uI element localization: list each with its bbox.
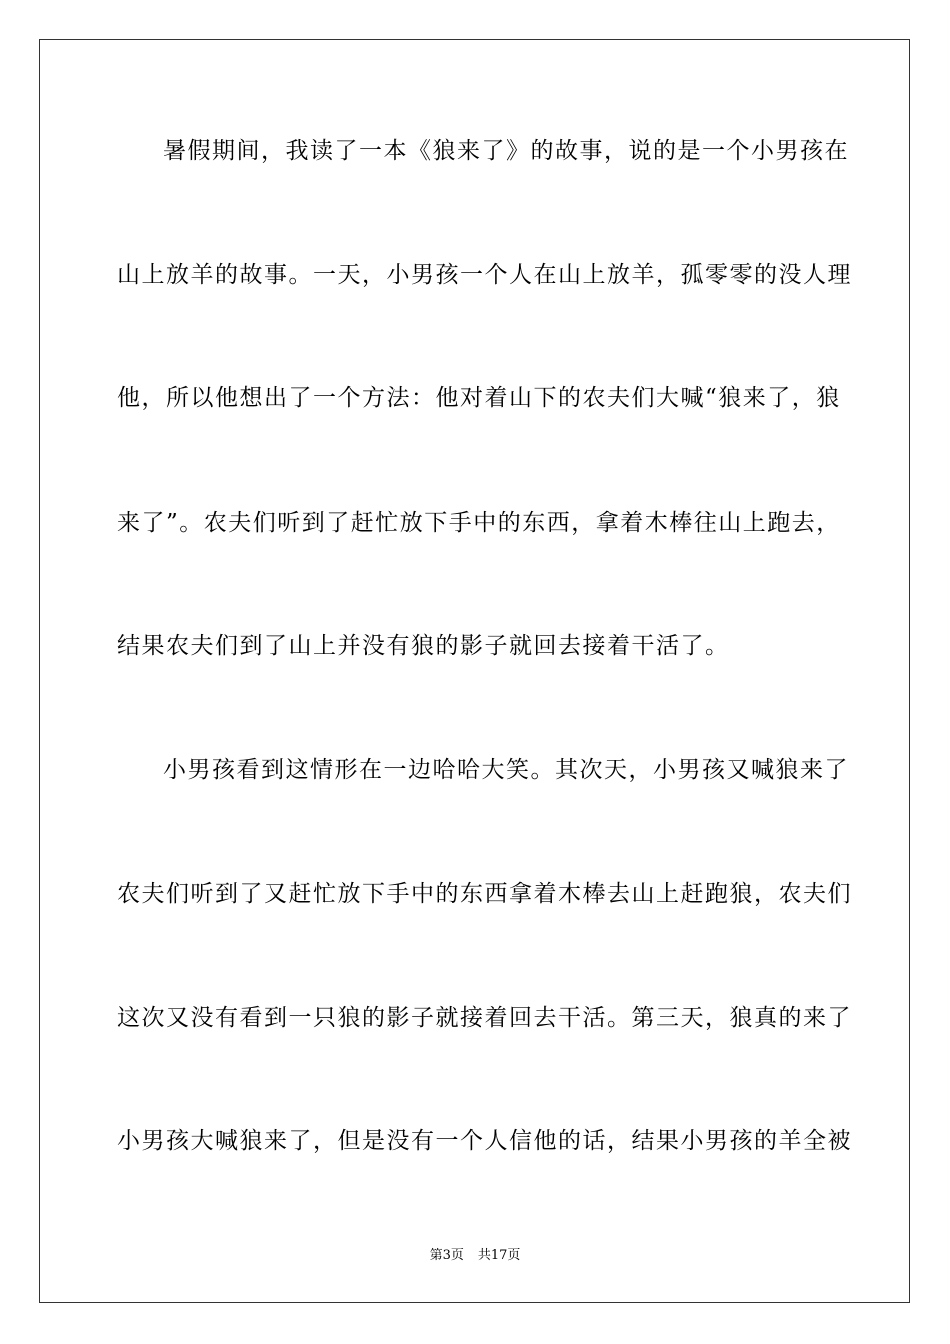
page-total: 共17页 <box>477 1248 521 1263</box>
paragraph-2-line-3: 这次又没有看到一只狼的影子就接着回去干活。第三天，狼真的来了 <box>117 1005 852 1031</box>
paragraph-1-line-1: 暑假期间，我读了一本《狼来了》的故事，说的是一个小男孩在 <box>163 138 849 164</box>
paragraph-2-line-4: 小男孩大喊狼来了，但是没有一个人信他的话，结果小男孩的羊全被 <box>117 1128 852 1154</box>
page-border <box>39 39 910 1303</box>
paragraph-1-line-5: 结果农夫们到了山上并没有狼的影子就回去接着干活了。 <box>117 633 730 659</box>
page-number: 第3页 <box>429 1248 464 1263</box>
page-footer <box>0 1248 950 1264</box>
paragraph-1-line-3: 他，所以他想出了一个方法：他对着山下的农夫们大喊“狼来了，狼 <box>117 385 841 411</box>
paragraph-2-line-1: 小男孩看到这情形在一边哈哈大笑。其次天，小男孩又喊狼来了 <box>163 757 849 783</box>
paragraph-2-line-2: 农夫们听到了又赶忙放下手中的东西拿着木棒去山上赶跑狼，农夫们 <box>117 881 852 907</box>
paragraph-1-line-2: 山上放羊的故事。一天，小男孩一个人在山上放羊，孤零零的没人理 <box>117 262 852 288</box>
paragraph-1-line-4: 来了”。农夫们听到了赶忙放下手中的东西，拿着木棒往山上跑去， <box>117 510 841 536</box>
